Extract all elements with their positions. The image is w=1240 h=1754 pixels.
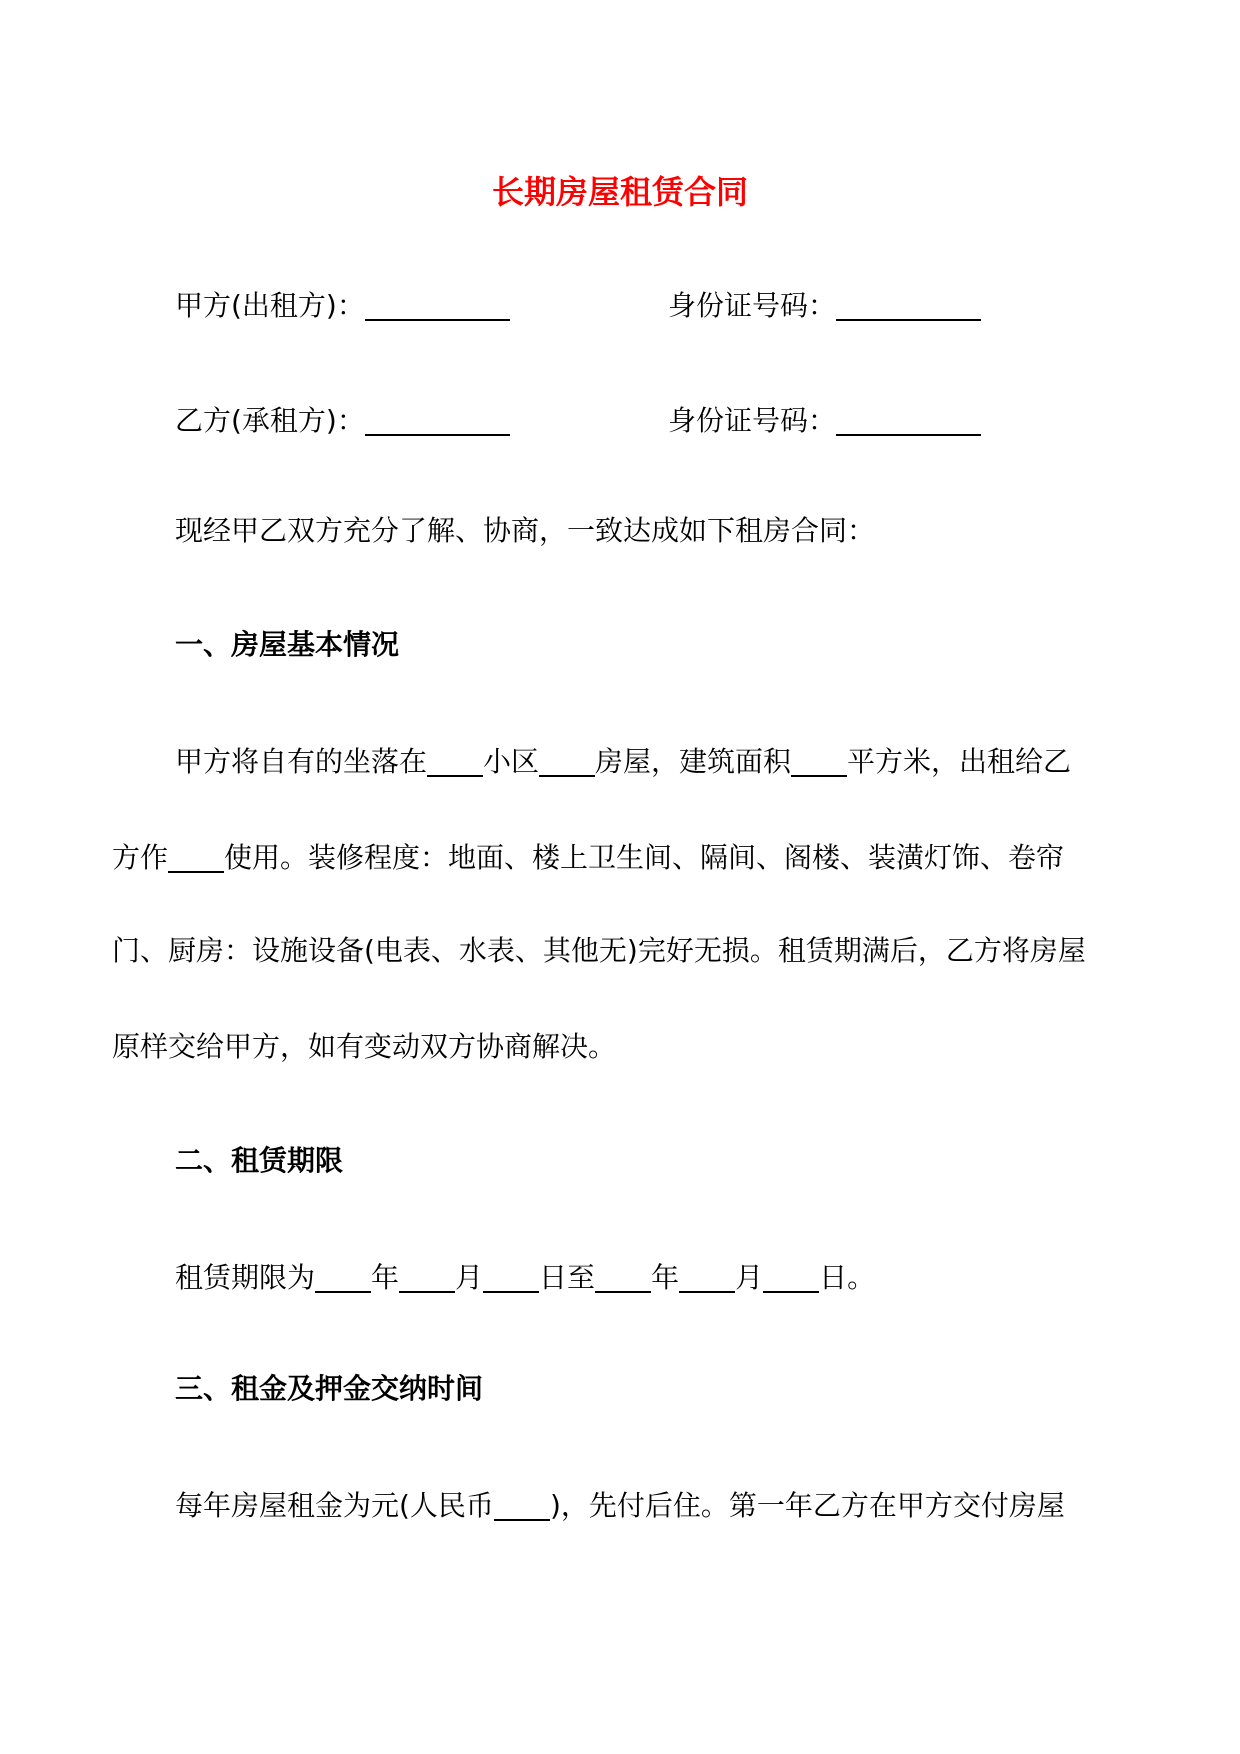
- end-day-blank: [763, 1261, 819, 1293]
- section1-line2: [112, 835, 1064, 878]
- term-year2: 年: [651, 1261, 680, 1294]
- section2-heading: 二、租赁期限: [175, 1144, 344, 1177]
- party-b-blank: [365, 404, 510, 436]
- s1-text-d: 平方米，出租给乙: [847, 745, 1072, 778]
- s1-text-a: 甲方将自有的坐落在: [175, 745, 428, 778]
- party-a-id-label: 身份证号码：: [668, 289, 837, 322]
- house-number-blank: [539, 745, 595, 777]
- usage-blank: [168, 841, 224, 873]
- s1-text-b: 小区: [483, 745, 540, 778]
- intro-paragraph: 现经甲乙双方充分了解、协商，一致达成如下租房合同：: [175, 514, 876, 547]
- start-day-blank: [483, 1261, 539, 1293]
- section1-heading: 一、房屋基本情况: [175, 628, 400, 661]
- term-day-end: 日。: [819, 1261, 876, 1294]
- term-month2: 月: [735, 1261, 764, 1294]
- party-b-id-field: [668, 398, 981, 441]
- community-blank: [427, 745, 483, 777]
- term-month: 月: [455, 1261, 484, 1294]
- rent-rmb-blank: [494, 1489, 550, 1521]
- party-b-field: [175, 398, 510, 441]
- section3-heading: 三、租金及押金交纳时间: [175, 1372, 484, 1405]
- party-a-blank: [365, 289, 510, 321]
- party-a-id-blank: [836, 289, 981, 321]
- end-year-blank: [595, 1261, 651, 1293]
- rent-line: [175, 1483, 1065, 1526]
- end-month-blank: [679, 1261, 735, 1293]
- party-a-id-field: [668, 283, 981, 326]
- document-title: 长期房屋租赁合同: [491, 173, 748, 211]
- rent-text-b: )，先付后住。第一年乙方在甲方交付房屋: [549, 1489, 1065, 1522]
- term-day-to: 日至: [539, 1261, 596, 1294]
- s1-text-f: 使用。装修程度：地面、楼上卫生间、隔间、阁楼、装潢灯饰、卷帘: [224, 841, 1065, 874]
- area-blank: [791, 745, 847, 777]
- section1-line4: 原样交给甲方，如有变动双方协商解决。: [112, 1030, 617, 1063]
- section1-line1: [175, 739, 1071, 782]
- party-a-field: [175, 283, 510, 326]
- party-b-id-label: 身份证号码：: [668, 404, 837, 437]
- party-b-id-blank: [836, 404, 981, 436]
- lease-term-line: [175, 1255, 875, 1298]
- section1-line3: 门、厨房：设施设备(电表、水表、其他无)完好无损。租赁期满后，乙方将房屋: [112, 934, 1086, 967]
- term-year: 年: [371, 1261, 400, 1294]
- party-b-label: 乙方(承租方)：: [175, 404, 365, 437]
- rent-text-a: 每年房屋租金为元(人民币: [175, 1489, 494, 1522]
- term-text: 租赁期限为: [175, 1261, 316, 1294]
- start-year-blank: [315, 1261, 371, 1293]
- s1-text-e: 方作: [112, 841, 169, 874]
- s1-text-c: 房屋，建筑面积: [595, 745, 792, 778]
- start-month-blank: [399, 1261, 455, 1293]
- party-a-label: 甲方(出租方)：: [175, 289, 365, 322]
